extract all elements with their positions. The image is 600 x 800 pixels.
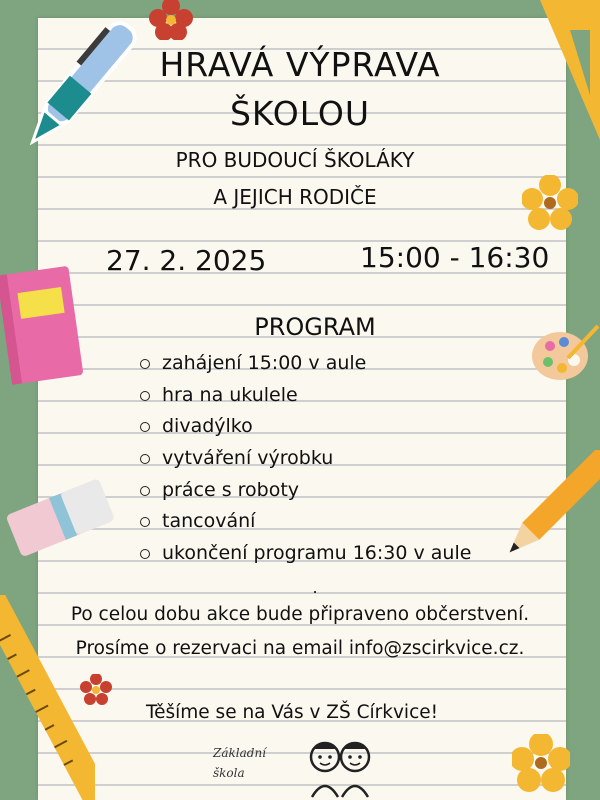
program-list <box>140 348 471 570</box>
list-item: zahájení 15:00 v aule <box>140 348 471 380</box>
bullet-icon <box>140 391 150 401</box>
list-item: divadýlko <box>140 411 471 443</box>
children-drawing-icon <box>300 735 380 800</box>
eraser-icon <box>2 470 120 565</box>
refreshments-note: Po celou dobu akce bude připraveno občerstvení. <box>70 604 530 625</box>
flower-icon <box>148 0 194 40</box>
list-item: ukončení programu 16:30 v aule <box>140 538 471 570</box>
event-time: 15:00 - 16:30 <box>360 241 550 274</box>
subtitle-line-2: A JEJICH RODIČE <box>213 185 377 209</box>
bullet-icon <box>140 422 150 432</box>
list-item: hra na ukulele <box>140 380 471 412</box>
closing-line: Těšíme se na Vás v ZŠ Církvice! <box>145 702 439 723</box>
separator-dot: . <box>312 578 318 597</box>
reservation-note: Prosíme o rezervaci na email info@zscirkvice.cz. <box>75 638 525 659</box>
bullet-icon <box>140 486 150 496</box>
logo-text: Základní škola <box>213 746 267 780</box>
school-logo <box>205 735 385 800</box>
title-line-1: HRAVÁ VÝPRAVA <box>159 45 441 84</box>
bullet-icon <box>140 359 150 369</box>
bullet-icon <box>140 517 150 527</box>
title-line-2: ŠKOLOU <box>229 94 371 133</box>
list-item: tancování <box>140 506 471 538</box>
event-date: 27. 2. 2025 <box>106 244 267 277</box>
list-item: práce s roboty <box>140 475 471 507</box>
pencil-icon <box>505 450 600 570</box>
list-item: vytváření výrobku <box>140 443 471 475</box>
subtitle-line-1: PRO BUDOUCÍ ŠKOLÁKY <box>175 148 415 172</box>
program-heading: PROGRAM <box>254 313 376 341</box>
flower-icon <box>512 734 570 792</box>
bullet-icon <box>140 454 150 464</box>
bullet-icon <box>140 549 150 559</box>
